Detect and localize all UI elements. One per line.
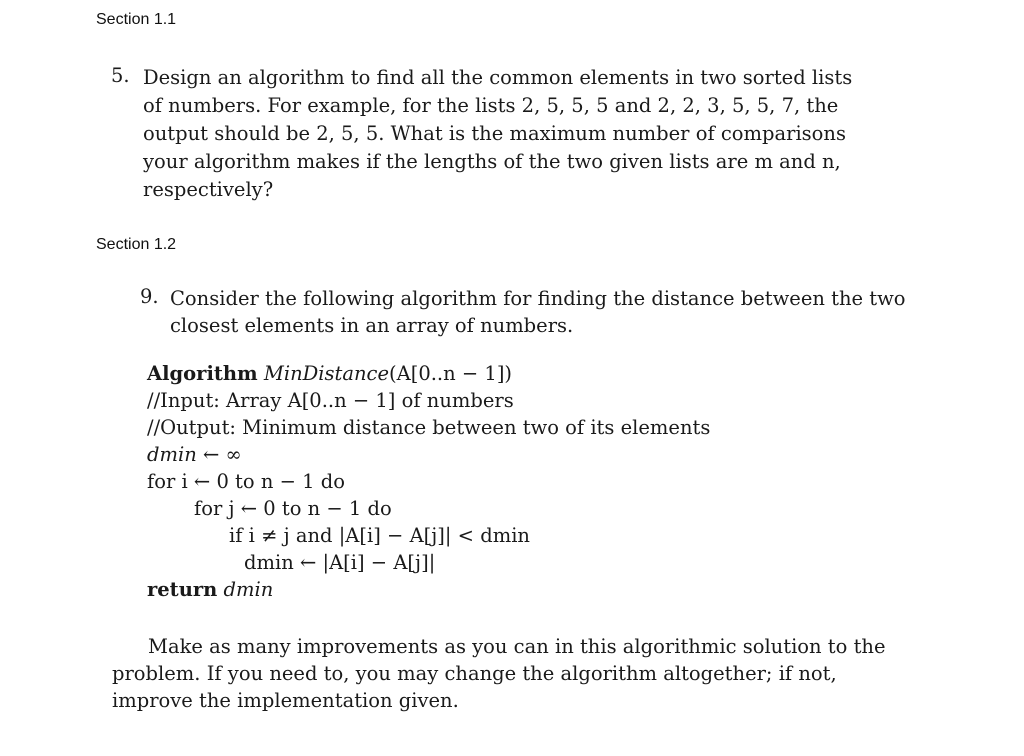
return-keyword: return	[147, 578, 218, 601]
problem-9-intro-line: closest elements in an array of numbers.	[170, 314, 574, 337]
algorithm-if: if i ≠ j and |A[i] − A[j]| < dmin	[229, 524, 530, 547]
algorithm-name: MinDistance	[263, 362, 390, 385]
algorithm-input-comment: //Input: Array A[0..n − 1] of numbers	[147, 389, 514, 412]
problem-number-9: 9.	[140, 285, 159, 308]
problem-9-intro-line: Consider the following algorithm for finding the distance between the two	[170, 287, 906, 310]
algorithm-return	[147, 578, 273, 601]
section-heading-1-1: Section 1.1	[96, 11, 177, 28]
algorithm-for-i: for i ← 0 to n − 1 do	[147, 470, 345, 493]
problem-5-line: of numbers. For example, for the lists 2, 5, 5, 5 and 2, 2, 3, 5, 5, 7, the	[143, 94, 839, 117]
problem-number-5: 5.	[111, 64, 130, 87]
problem-5-line: Design an algorithm to find all the common elements in two sorted lists	[143, 66, 853, 89]
problem-5-line: output should be 2, 5, 5. What is the maximum number of comparisons	[143, 122, 846, 145]
return-value: dmin	[223, 578, 274, 601]
algorithm-assign: dmin ← |A[i] − A[j]|	[244, 551, 436, 574]
section-heading-1-2: Section 1.2	[96, 236, 177, 253]
closing-line: Make as many improvements as you can in this algorithmic solution to the	[148, 635, 886, 658]
closing-line: problem. If you need to, you may change the algorithm altogether; if not,	[112, 662, 837, 685]
closing-line: improve the implementation given.	[112, 689, 459, 712]
problem-5-line: respectively?	[143, 178, 274, 201]
algorithm-output-comment: //Output: Minimum distance between two of its elements	[147, 416, 711, 439]
algorithm-for-j: for j ← 0 to n − 1 do	[194, 497, 392, 520]
algorithm-keyword: Algorithm	[147, 362, 258, 385]
algorithm-init: dmin ← ∞	[147, 443, 242, 466]
problem-5-line: your algorithm makes if the lengths of the two given lists are m and n,	[143, 150, 841, 173]
algorithm-args: (A[0..n − 1])	[389, 362, 513, 385]
algorithm-header	[147, 362, 512, 385]
